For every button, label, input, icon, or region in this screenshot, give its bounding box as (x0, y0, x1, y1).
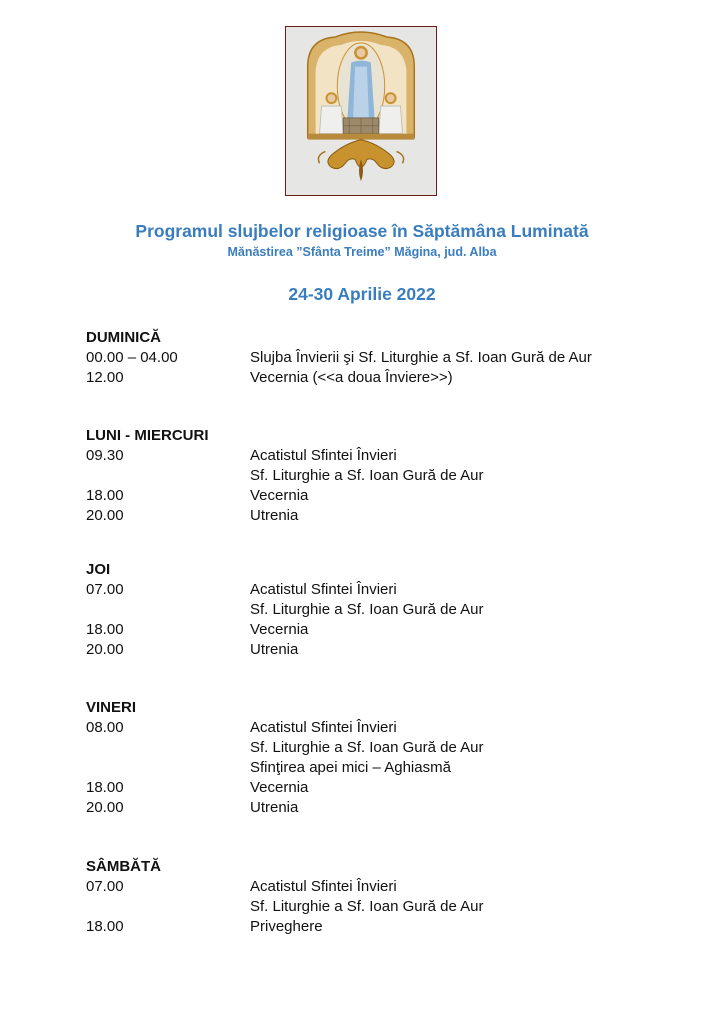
service-cell: Utrenia (250, 641, 299, 658)
time-cell: 07.00 (86, 581, 124, 598)
schedule-row (86, 798, 666, 818)
schedule-day-monday-wednesday (86, 426, 666, 526)
schedule-row (86, 738, 666, 758)
schedule-day-saturday (86, 857, 666, 937)
resurrection-icon (285, 26, 437, 196)
schedule-row (86, 446, 666, 466)
day-heading: LUNI - MIERCURI (86, 427, 209, 444)
time-cell (86, 600, 250, 620)
service-cell: Vecernia (250, 487, 309, 504)
service-cell: Sf. Liturghie a Sf. Ioan Gură de Aur (250, 601, 484, 618)
time-cell (86, 466, 250, 486)
schedule-row (86, 758, 666, 778)
time-cell: 20.00 (86, 507, 124, 524)
schedule-row (86, 718, 666, 738)
schedule-row (86, 897, 666, 917)
service-cell: Slujba Învierii şi Sf. Liturghie a Sf. Ioan Gură de Aur (250, 349, 592, 366)
service-cell: Sf. Liturghie a Sf. Ioan Gură de Aur (250, 739, 484, 756)
service-cell: Vecernia (<<a doua Înviere>>) (250, 369, 453, 386)
time-cell: 09.30 (86, 447, 124, 464)
service-cell: Acatistul Sfintei Învieri (250, 719, 397, 736)
schedule-row (86, 917, 666, 937)
schedule-row (86, 778, 666, 798)
service-cell: Utrenia (250, 799, 299, 816)
day-heading: JOI (86, 561, 111, 578)
schedule-row (86, 580, 666, 600)
time-cell: 20.00 (86, 799, 124, 816)
service-cell: Sfinţirea apei mici – Aghiasmă (250, 759, 451, 776)
schedule-row (86, 368, 666, 388)
time-cell: 12.00 (86, 369, 124, 386)
schedule-day-sunday (86, 328, 666, 388)
service-cell: Acatistul Sfintei Învieri (250, 581, 397, 598)
schedule-row (86, 877, 666, 897)
time-cell: 18.00 (86, 487, 124, 504)
time-cell: 08.00 (86, 719, 124, 736)
service-cell: Vecernia (250, 779, 309, 796)
time-cell: 07.00 (86, 878, 124, 895)
schedule-row (86, 640, 666, 660)
schedule-row (86, 600, 666, 620)
day-heading: DUMINICĂ (86, 329, 161, 346)
schedule-row (86, 348, 666, 368)
icon-illustration (286, 27, 436, 195)
service-cell: Acatistul Sfintei Învieri (250, 878, 397, 895)
day-heading: SÂMBĂTĂ (86, 858, 161, 875)
document-title: Programul slujbelor religioase în Săptămâna Luminată (135, 221, 589, 241)
time-cell (86, 897, 250, 917)
time-cell: 20.00 (86, 641, 124, 658)
date-range: 24-30 Aprilie 2022 (288, 284, 436, 304)
schedule-day-thursday (86, 560, 666, 660)
time-cell: 18.00 (86, 621, 124, 638)
document-subtitle: Mănăstirea ”Sfânta Treime” Măgina, jud. Alba (227, 245, 497, 259)
service-cell: Sf. Liturghie a Sf. Ioan Gură de Aur (250, 467, 484, 484)
time-cell: 18.00 (86, 918, 124, 935)
service-cell: Utrenia (250, 507, 299, 524)
schedule-row (86, 466, 666, 486)
service-cell: Sf. Liturghie a Sf. Ioan Gură de Aur (250, 898, 484, 915)
schedule-row (86, 486, 666, 506)
time-cell: 18.00 (86, 779, 124, 796)
service-cell: Priveghere (250, 918, 323, 935)
service-cell: Vecernia (250, 621, 309, 638)
time-cell (86, 758, 250, 778)
time-cell (86, 738, 250, 758)
schedule-day-friday (86, 698, 666, 818)
schedule-row (86, 620, 666, 640)
schedule-row (86, 506, 666, 526)
time-cell: 00.00 – 04.00 (86, 349, 178, 366)
day-heading: VINERI (86, 699, 137, 716)
service-cell: Acatistul Sfintei Învieri (250, 447, 397, 464)
